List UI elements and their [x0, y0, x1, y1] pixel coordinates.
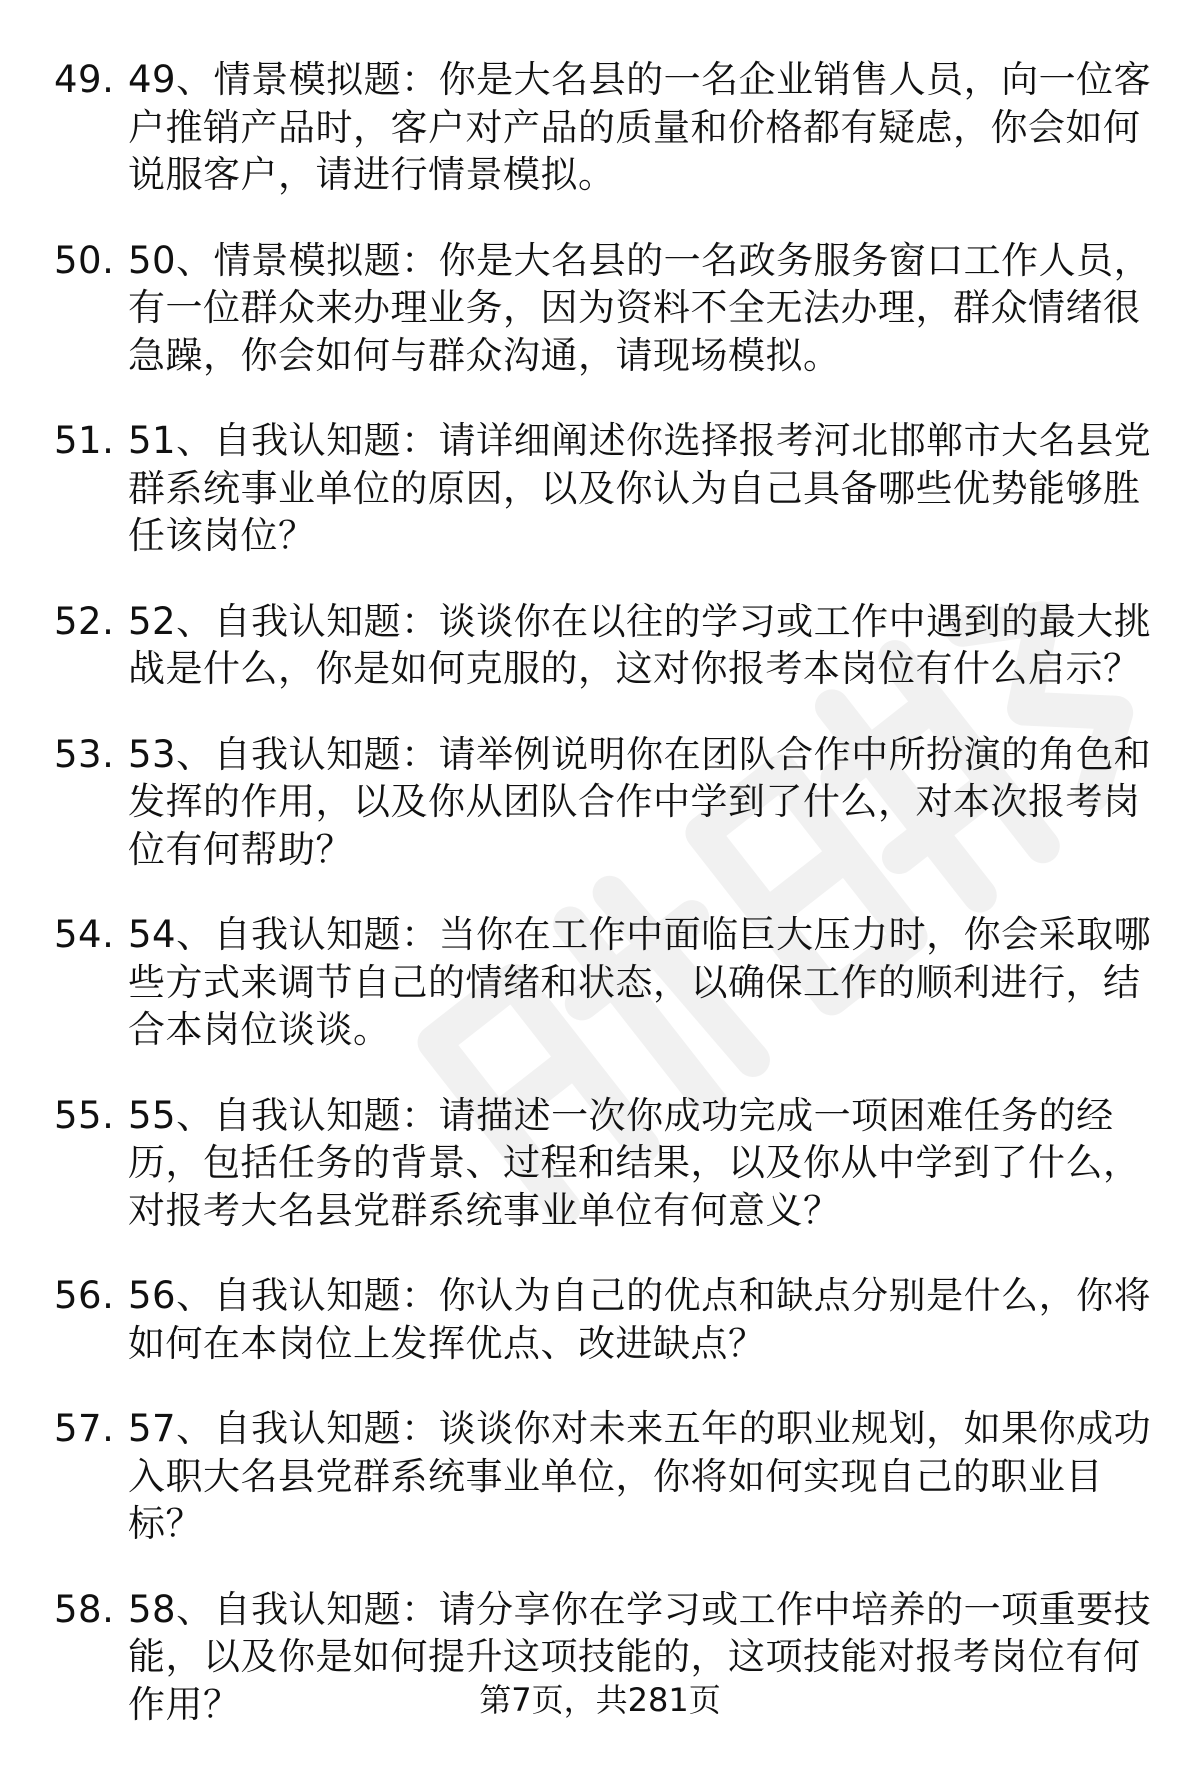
question-item — [0, 56, 1200, 199]
question-list — [0, 56, 1200, 1766]
question-number: 51. — [54, 419, 115, 462]
page-number-label: 第7页，共281页 — [479, 1681, 721, 1719]
page-footer — [0, 1680, 1200, 1720]
question-text: 53、自我认知题：请举例说明你在团队合作中所扮演的角色和发挥的作用，以及你从团队合作中学到了什么，对本次报考岗位有何帮助？ — [128, 732, 1152, 871]
question-number: 56. — [54, 1274, 115, 1317]
question-item — [0, 1405, 1200, 1548]
question-text: 55、自我认知题：请描述一次你成功完成一项困难任务的经历，包括任务的背景、过程和结果，以及你从中学到了什么，对报考大名县党群系统事业单位有何意义？ — [128, 1093, 1141, 1232]
question-number: 54. — [54, 913, 115, 956]
question-text: 49、情景模拟题：你是大名县的一名企业销售人员，向一位客户推销产品时，客户对产品的质量和价格都有疑虑，你会如何说服客户，请进行情景模拟。 — [128, 58, 1152, 196]
question-number: 57. — [54, 1407, 115, 1450]
question-text: 52、自我认知题：谈谈你在以往的学习或工作中遇到的最大挑战是什么，你是如何克服的，这对你报考本岗位有什么启示？ — [128, 599, 1152, 690]
question-item — [0, 237, 1200, 380]
question-number: 49. — [54, 58, 115, 101]
question-item — [0, 1272, 1200, 1367]
question-number: 53. — [54, 732, 115, 776]
question-number: 50. — [54, 238, 115, 282]
question-number: 52. — [54, 599, 115, 643]
question-text: 54、自我认知题：当你在工作中面临巨大压力时，你会采取哪些方式来调节自己的情绪和状态，以确保工作的顺利进行，结合本岗位谈谈。 — [128, 913, 1152, 1051]
question-number: 55. — [54, 1093, 115, 1137]
question-number: 58. — [54, 1587, 115, 1631]
question-text: 50、情景模拟题：你是大名县的一名政务服务窗口工作人员，有一位群众来办理业务，因为资料不全无法办理，群众情绪很急躁，你会如何与群众沟通，请现场模拟。 — [128, 238, 1152, 377]
question-text: 57、自我认知题：谈谈你对未来五年的职业规划，如果你成功入职大名县党群系统事业单位，你将如何实现自己的职业目标？ — [128, 1407, 1152, 1545]
question-item — [0, 417, 1200, 560]
question-item — [0, 598, 1200, 693]
question-text: 58、自我认知题：请分享你在学习或工作中培养的一项重要技能，以及你是如何提升这项技能的，这项技能对报考岗位有何作用？ — [128, 1587, 1152, 1726]
question-item — [0, 731, 1200, 874]
question-item — [0, 1092, 1200, 1235]
question-item — [0, 911, 1200, 1054]
question-text: 56、自我认知题：你认为自己的优点和缺点分别是什么，你将如何在本岗位上发挥优点、改进缺点？ — [128, 1274, 1152, 1365]
question-text: 51、自我认知题：请详细阐述你选择报考河北邯郸市大名县党群系统事业单位的原因，以及你认为自己具备哪些优势能够胜任该岗位？ — [128, 419, 1152, 557]
